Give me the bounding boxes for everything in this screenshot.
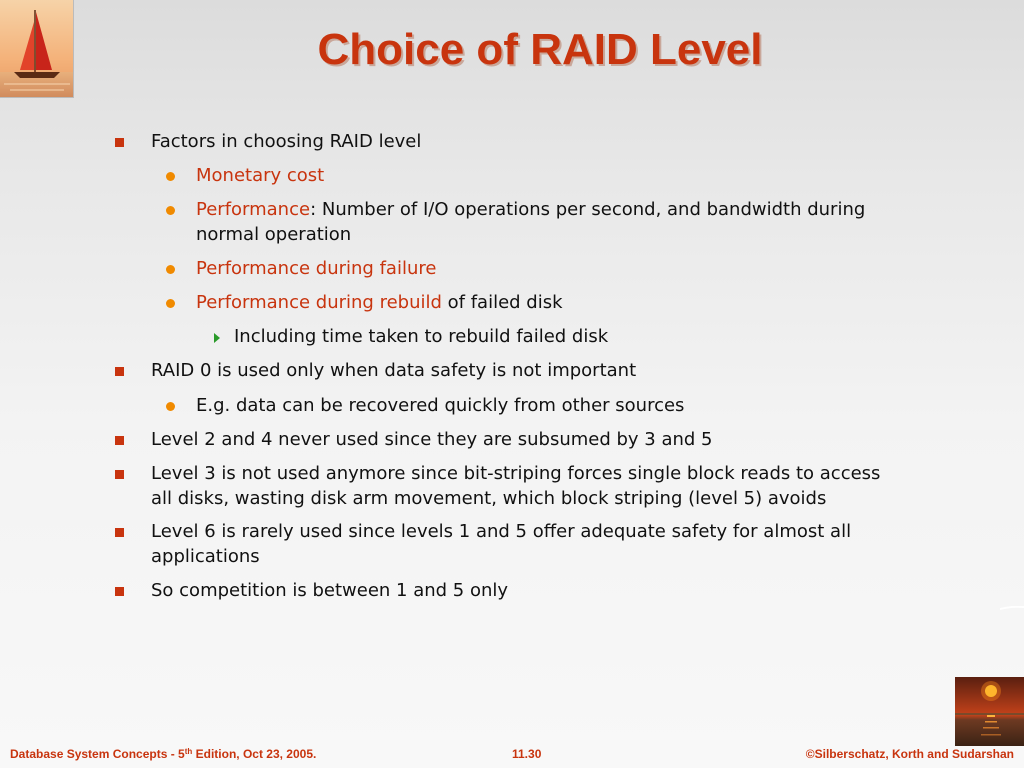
highlight-text: Performance bbox=[196, 199, 311, 220]
square-bullet-icon bbox=[115, 528, 124, 537]
list-item bbox=[196, 291, 563, 315]
circle-bullet-icon bbox=[166, 299, 175, 308]
list-item: RAID 0 is used only when data safety is not important bbox=[151, 360, 637, 381]
footer-superscript: th bbox=[184, 747, 193, 756]
circle-bullet-icon bbox=[166, 172, 175, 181]
circle-bullet-icon bbox=[166, 402, 175, 411]
list-item: E.g. data can be recovered quickly from other sources bbox=[196, 395, 685, 416]
highlight-text: Performance during rebuild bbox=[196, 292, 442, 313]
highlight-text: Performance during failure bbox=[196, 258, 437, 279]
square-bullet-icon bbox=[115, 436, 124, 445]
footer-text: Database System Concepts - 5 bbox=[10, 747, 185, 761]
list-item-continuation: applications bbox=[151, 546, 260, 567]
square-bullet-icon bbox=[115, 138, 124, 147]
square-bullet-icon bbox=[115, 367, 124, 376]
list-item: Level 6 is rarely used since levels 1 and 5 offer adequate safety for almost all bbox=[151, 521, 852, 542]
square-bullet-icon bbox=[115, 470, 124, 479]
footer-copyright: ©Silberschatz, Korth and Sudarshan bbox=[805, 747, 1014, 761]
slide-number: 11.30 bbox=[512, 747, 542, 761]
item-text: : Number of I/O operations per second, and bandwidth during bbox=[310, 199, 866, 220]
slide-title: Choice of RAID Level bbox=[317, 25, 763, 74]
list-item-continuation: all disks, wasting disk arm movement, which block striping (level 5) avoids bbox=[151, 488, 827, 509]
circle-bullet-icon bbox=[166, 265, 175, 274]
footer-text: Edition, Oct 23, 2005. bbox=[192, 747, 317, 761]
list-item: Factors in choosing RAID level bbox=[151, 131, 422, 152]
sunset-photo bbox=[955, 677, 1024, 746]
circle-bullet-icon bbox=[166, 206, 175, 215]
list-item bbox=[196, 164, 324, 188]
list-item: Level 3 is not used anymore since bit-striping forces single block reads to access bbox=[151, 463, 881, 484]
list-item: Including time taken to rebuild failed disk bbox=[234, 326, 609, 347]
list-item-continuation: normal operation bbox=[196, 224, 352, 245]
list-item bbox=[196, 257, 436, 281]
footer-course-info bbox=[10, 746, 316, 762]
item-text: of failed disk bbox=[441, 292, 563, 313]
highlight-text: Monetary cost bbox=[196, 165, 325, 186]
list-item: So competition is between 1 and 5 only bbox=[151, 580, 509, 601]
triangle-bullet-icon bbox=[214, 333, 220, 343]
decorative-swoosh bbox=[1000, 606, 1024, 610]
square-bullet-icon bbox=[115, 587, 124, 596]
list-item: Level 2 and 4 never used since they are subsumed by 3 and 5 bbox=[151, 429, 713, 450]
list-item bbox=[196, 198, 865, 222]
